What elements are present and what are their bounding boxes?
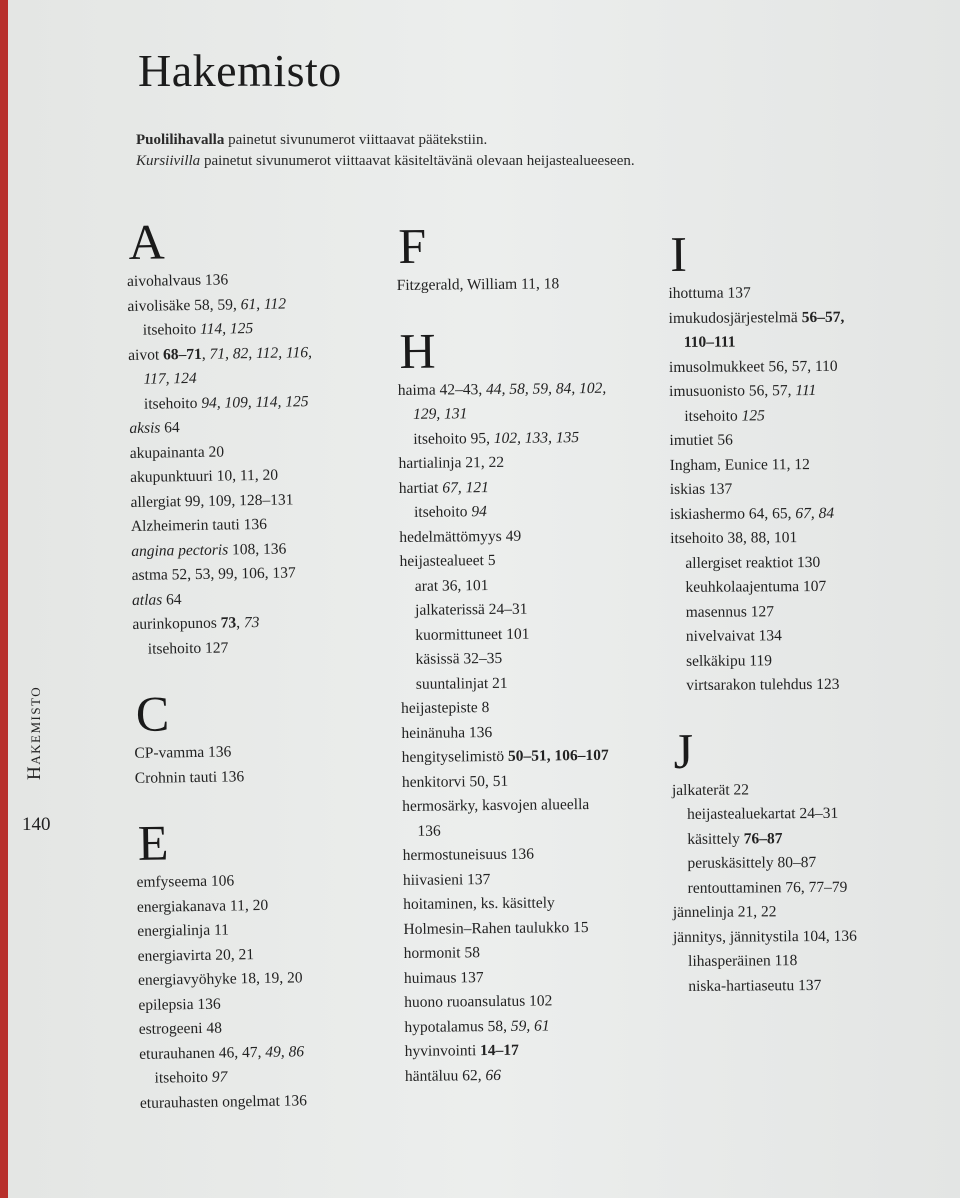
index-entry xyxy=(140,1089,324,1116)
entry-text: jännelinja 21, 22 xyxy=(672,903,777,921)
index-subentry xyxy=(133,635,317,662)
entry-text: 102, 133, 135 xyxy=(493,428,580,447)
index-entry xyxy=(403,891,612,918)
entry-text: nivelvaivat 134 xyxy=(685,627,782,645)
index-entry xyxy=(670,452,854,478)
index-subentry xyxy=(398,401,607,428)
entry-text: energialinja 11 xyxy=(137,921,230,940)
entry-text: 114, 125 xyxy=(199,320,254,338)
entry-text: Holmesin–Rahen taulukko 15 xyxy=(403,918,589,938)
intro-line1-rest: painetut sivunumerot viittaavat päätekstiin. xyxy=(224,132,488,148)
entry-text: hoitaminen, ks. käsittely xyxy=(403,894,555,913)
entry-text: jännitys, jännitystila 104, 136 xyxy=(672,927,857,946)
entry-text: aivohalvaus 136 xyxy=(126,271,229,290)
entry-text: itsehoito xyxy=(154,1068,212,1087)
entry-text: huimaus 137 xyxy=(403,968,484,987)
entry-text: imusolmukkeet 56, 57, 110 xyxy=(668,357,838,376)
section-letter: E xyxy=(137,814,169,871)
index-subentry xyxy=(400,621,609,648)
index-subentry xyxy=(399,499,608,526)
entry-text: häntäluu 62, xyxy=(404,1066,486,1085)
index-entry xyxy=(399,523,608,550)
index-entry xyxy=(397,272,606,299)
index-subentry xyxy=(401,670,610,697)
index-entry xyxy=(132,586,316,613)
index-entry xyxy=(399,548,608,575)
index-section xyxy=(397,320,613,1089)
index-section xyxy=(133,683,318,791)
entry-text: selkäkipu 119 xyxy=(685,651,773,670)
index-entry xyxy=(401,695,610,722)
entry-text: käsissä 32–35 xyxy=(415,649,503,668)
intro-text xyxy=(136,130,635,172)
index-entry xyxy=(402,768,611,795)
entry-text: itsehoito 127 xyxy=(147,638,229,658)
section-letter: J xyxy=(673,722,694,779)
index-entry xyxy=(130,439,314,466)
entry-text: aivot xyxy=(128,345,164,364)
entry-text: aurinkopunos xyxy=(132,614,221,633)
entry-text: 111 xyxy=(795,381,817,400)
entry-text: heinänuha 136 xyxy=(401,723,493,742)
entry-text: masennus 127 xyxy=(685,602,775,621)
entry-text: kuormittuneet 101 xyxy=(415,625,530,644)
index-subentry xyxy=(672,802,856,828)
index-subentry xyxy=(401,646,610,673)
entry-text: 49, 86 xyxy=(265,1042,305,1061)
entry-text: eturauhanen 46, 47, xyxy=(139,1043,266,1063)
entry-text: energiakanava 11, 20 xyxy=(136,896,269,916)
entry-text: 117, 124 xyxy=(143,369,197,388)
index-subentry xyxy=(670,550,854,576)
index-entry xyxy=(403,842,612,869)
entry-text: hyvinvointi xyxy=(404,1042,481,1060)
index-entry xyxy=(669,305,853,331)
entry-text: heijastepiste 8 xyxy=(401,699,490,717)
entry-text: , xyxy=(201,345,210,363)
entry-text: 64 xyxy=(162,590,182,608)
entry-text: atlas xyxy=(131,590,163,609)
index-entry xyxy=(139,1040,323,1067)
index-subentry xyxy=(671,599,855,625)
entry-text: itsehoito xyxy=(143,394,202,413)
entry-text: Fitzgerald, William 11, 18 xyxy=(396,275,560,294)
entry-text: 44, 58, 59, 84, 102, xyxy=(485,379,607,398)
index-section xyxy=(396,216,605,299)
entry-text: Ingham, Eunice 11, 12 xyxy=(669,455,810,474)
entry-text: hartiat xyxy=(398,479,443,497)
entry-text: 73 xyxy=(243,613,260,632)
entry-text: hengityselimistö xyxy=(401,747,509,766)
entry-text: 110–111 xyxy=(683,333,736,351)
entry-text: hiivasieni 137 xyxy=(402,870,491,889)
entry-text: , xyxy=(236,614,245,632)
entry-text: hormonit 58 xyxy=(403,944,481,962)
page-title: Hakemisto xyxy=(138,45,342,96)
index-entry xyxy=(131,537,315,564)
entry-text: itsehoito xyxy=(684,406,742,425)
entry-text: allergiat 99, 109, 128–131 xyxy=(130,490,294,511)
entry-text: allergiset reaktiot 130 xyxy=(685,553,821,572)
entry-text: haima 42–43, xyxy=(397,380,487,399)
entry-text: huono ruoansulatus 102 xyxy=(404,992,553,1011)
entry-text: jalkaterissä 24–31 xyxy=(415,600,528,619)
index-entry xyxy=(669,428,853,454)
page-edge-strip xyxy=(0,0,8,1198)
index-entry xyxy=(404,1013,613,1040)
entry-text: 67, 121 xyxy=(442,478,489,497)
index-subentry xyxy=(128,365,312,392)
index-entry xyxy=(402,793,611,820)
entry-text: iskias 137 xyxy=(669,480,733,498)
index-entry xyxy=(404,964,613,991)
index-entry xyxy=(401,719,610,746)
entry-text: heijastealueet 5 xyxy=(399,551,496,570)
entry-text: keuhkolaajentuma 107 xyxy=(685,577,827,596)
index-entry xyxy=(131,512,315,539)
index-subentry xyxy=(672,851,856,877)
entry-text: itsehoito xyxy=(413,503,472,521)
index-entry xyxy=(130,488,314,515)
entry-text: peruskäsittely 80–87 xyxy=(687,853,817,872)
entry-text: hermostuneisuus 136 xyxy=(402,845,535,864)
index-subentry xyxy=(128,316,312,343)
section-letter: C xyxy=(135,685,170,742)
index-entry xyxy=(670,501,854,527)
entry-text: aksis xyxy=(129,419,161,437)
index-entry xyxy=(127,292,311,319)
entry-text: imukudosjärjestelmä xyxy=(668,308,802,327)
index-entry xyxy=(403,866,612,893)
entry-text: ihottuma 137 xyxy=(668,284,751,302)
entry-text: 66 xyxy=(485,1066,502,1084)
index-entry xyxy=(404,940,613,967)
entry-text: 129, 131 xyxy=(412,405,468,423)
entry-text: lihasperäinen 118 xyxy=(688,952,798,970)
index-column-1 xyxy=(126,211,324,1140)
index-subentry xyxy=(669,403,853,429)
index-subentry xyxy=(672,826,856,852)
intro-line2-rest: painetut sivunumerot viittaavat käsiteltävänä olevaan heijastealueeseen. xyxy=(200,153,635,169)
index-entry xyxy=(670,477,854,503)
entry-text: 125 xyxy=(741,406,765,424)
index-subentry xyxy=(670,575,854,601)
index-entry xyxy=(405,1062,614,1089)
index-entry xyxy=(137,917,321,944)
index-subentry xyxy=(402,817,611,844)
entry-text: 94 xyxy=(471,503,487,521)
entry-text: itsehoito 95, xyxy=(413,429,494,448)
entry-text: 97 xyxy=(211,1068,228,1086)
index-column-2 xyxy=(396,216,614,1113)
index-entry xyxy=(131,561,315,588)
book-page xyxy=(8,0,960,1198)
index-entry xyxy=(669,354,853,380)
entry-text: niska-hartiaseutu 137 xyxy=(688,976,822,995)
index-section xyxy=(668,225,855,699)
entry-text: eturauhasten ongelmat 136 xyxy=(139,1091,308,1112)
entry-text: iskiashermo 64, 65, xyxy=(669,504,796,523)
index-subentry xyxy=(673,875,857,901)
index-entry xyxy=(137,942,321,969)
index-entry xyxy=(127,267,311,294)
entry-text: estrogeeni 48 xyxy=(138,1019,223,1038)
index-entry xyxy=(136,868,320,895)
index-entry xyxy=(135,764,319,791)
index-subentry xyxy=(129,390,313,417)
index-subentry xyxy=(400,572,609,599)
index-entry xyxy=(670,526,854,552)
index-subentry xyxy=(398,425,607,452)
index-subentry xyxy=(139,1064,323,1091)
index-entry xyxy=(403,915,612,942)
index-entry xyxy=(134,739,318,766)
index-section xyxy=(126,211,317,662)
entry-text: jalkaterät 22 xyxy=(671,780,750,799)
index-entry xyxy=(405,1038,614,1065)
entry-text: emfyseema 106 xyxy=(136,872,235,891)
entry-text: 68–71 xyxy=(162,345,202,363)
section-letter: A xyxy=(127,213,165,270)
entry-text: akupainanta 20 xyxy=(129,442,225,462)
entry-text: imutiet 56 xyxy=(669,431,733,449)
index-entry xyxy=(404,989,613,1016)
index-column-3 xyxy=(668,225,857,1023)
intro-line-italic xyxy=(136,151,635,172)
entry-text: itsehoito 38, 88, 101 xyxy=(670,529,798,547)
entry-text: 76–87 xyxy=(743,829,783,847)
index-entry xyxy=(672,777,856,803)
entry-text: angina pectoris xyxy=(131,540,229,560)
index-section xyxy=(671,721,857,999)
intro-italic-word: Kursiivilla xyxy=(136,153,201,169)
index-entry xyxy=(130,463,314,490)
index-subentry xyxy=(669,330,853,356)
entry-text: CP-vamma 136 xyxy=(134,743,232,762)
index-entry xyxy=(668,281,852,307)
entry-text: 14–17 xyxy=(479,1041,519,1060)
entry-text: 64 xyxy=(160,419,180,437)
index-subentry xyxy=(671,624,855,650)
entry-text: astma 52, 53, 99, 106, 137 xyxy=(131,564,296,584)
entry-text: 67, 84 xyxy=(795,504,835,522)
index-subentry xyxy=(671,673,855,699)
entry-text: 59, 61 xyxy=(510,1016,550,1035)
entry-text: hedelmättömyys 49 xyxy=(399,527,522,546)
index-entry xyxy=(673,900,857,926)
side-running-head: Hakemisto xyxy=(24,685,45,780)
index-entry xyxy=(398,376,607,403)
entry-text: käsittely xyxy=(687,829,744,848)
entry-text: 50–51, 106–107 xyxy=(507,746,609,765)
entry-text: imusuonisto 56, 57, xyxy=(669,382,796,400)
index-entry xyxy=(139,1015,323,1042)
index-subentry xyxy=(671,648,855,674)
index-entry xyxy=(128,341,312,368)
entry-text: 73 xyxy=(220,614,237,632)
index-entry xyxy=(132,610,316,637)
entry-text: 61, 112 xyxy=(240,294,287,313)
entry-text: henkitorvi 50, 51 xyxy=(401,772,509,791)
entry-text: 71, 82, 112, 116, xyxy=(209,343,313,363)
entry-text: 94, 109, 114, 125 xyxy=(201,392,309,412)
section-letter: H xyxy=(399,322,436,379)
index-subentry xyxy=(400,597,609,624)
entry-text: aivolisäke 58, 59, xyxy=(127,295,241,315)
entry-text: itsehoito xyxy=(142,320,201,339)
index-section xyxy=(135,812,323,1116)
entry-text: virtsarakon tulehdus 123 xyxy=(686,675,840,694)
entry-text: akupunktuuri 10, 11, 20 xyxy=(130,466,279,486)
index-entry xyxy=(673,924,857,950)
entry-text: hypotalamus 58, xyxy=(404,1017,511,1036)
index-entry xyxy=(399,474,608,501)
index-entry xyxy=(669,379,853,405)
index-entry xyxy=(137,893,321,920)
entry-text: suuntalinjat 21 xyxy=(415,674,508,693)
page-number: 140 xyxy=(22,814,51,835)
entry-text: epilepsia 136 xyxy=(138,995,221,1014)
index-entry xyxy=(402,744,611,771)
entry-text: 136 xyxy=(417,822,441,840)
entry-text: energiavirta 20, 21 xyxy=(137,945,255,965)
entry-text: Alzheimerin tauti 136 xyxy=(130,515,268,535)
section-letter: I xyxy=(669,225,688,282)
entry-text: hartialinja 21, 22 xyxy=(398,453,505,472)
section-letter: F xyxy=(397,217,427,274)
entry-text: energiavyöhyke 18, 19, 20 xyxy=(137,969,303,989)
index-entry xyxy=(398,450,607,477)
index-entry xyxy=(138,966,322,993)
index-entry xyxy=(129,414,313,441)
entry-text: hermosärky, kasvojen alueella xyxy=(402,796,590,815)
index-entry xyxy=(138,991,322,1018)
intro-line-bold xyxy=(136,130,635,151)
entry-text: 56–57, xyxy=(801,308,845,326)
entry-text: heijastealuekartat 24–31 xyxy=(687,804,839,823)
entry-text: Crohnin tauti 136 xyxy=(134,767,245,787)
entry-text: arat 36, 101 xyxy=(414,576,489,595)
index-subentry xyxy=(673,973,857,999)
entry-text: 108, 136 xyxy=(228,540,287,558)
entry-text: rentouttaminen 76, 77–79 xyxy=(687,878,848,897)
index-subentry xyxy=(673,949,857,975)
intro-bold-word: Puolilihavalla xyxy=(136,132,225,148)
